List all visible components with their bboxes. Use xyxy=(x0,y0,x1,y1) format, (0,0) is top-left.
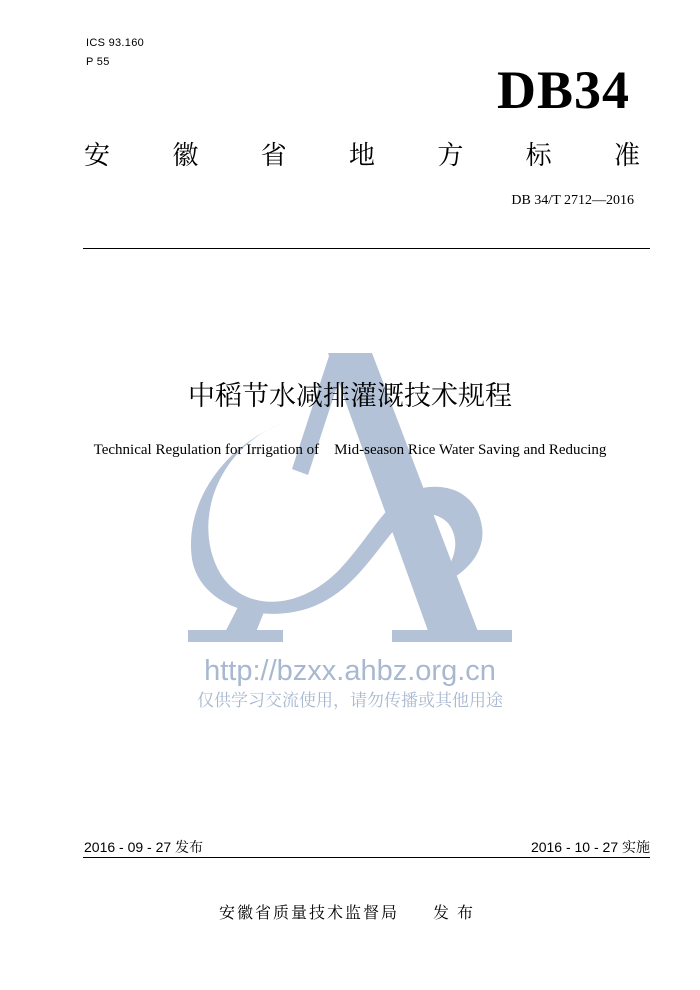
standard-type-char: 准 xyxy=(613,141,640,171)
issuer-line xyxy=(0,903,700,923)
issuer-name: 安徽省质量技术监督局 xyxy=(218,903,399,922)
standard-type-char: 徽 xyxy=(172,141,199,171)
document-title-en: Technical Regulation for Irrigation of Mid-season Rice Water Saving and Reducing xyxy=(93,442,607,458)
issuer-action: 发布 xyxy=(433,903,482,922)
ccs-code: P 55 xyxy=(86,56,110,68)
standard-type-heading xyxy=(84,140,640,172)
standard-type-char: 方 xyxy=(437,141,464,171)
header-divider xyxy=(83,248,650,249)
standard-type-char: 省 xyxy=(260,141,287,171)
document-title-cn: 中稻节水减排灌溉技术规程 xyxy=(188,381,512,412)
watermark-note: 仅供学习交流使用，请勿传播或其他用途 xyxy=(197,691,503,711)
implementation-date: 2016 - 10 - 27 实施 xyxy=(530,839,650,855)
db-code-logo: DB34 xyxy=(496,60,630,120)
watermark-url: http://bzxx.ahbz.org.cn xyxy=(204,655,496,687)
ics-code: ICS 93.160 xyxy=(86,37,145,49)
standard-number: DB 34/T 2712—2016 xyxy=(511,193,634,208)
standard-type-char: 地 xyxy=(348,141,375,171)
issue-date: 2016 - 09 - 27 发布 xyxy=(84,839,204,855)
standard-type-char: 标 xyxy=(525,141,552,171)
standard-type-char: 安 xyxy=(84,141,111,171)
footer-divider xyxy=(83,857,650,858)
